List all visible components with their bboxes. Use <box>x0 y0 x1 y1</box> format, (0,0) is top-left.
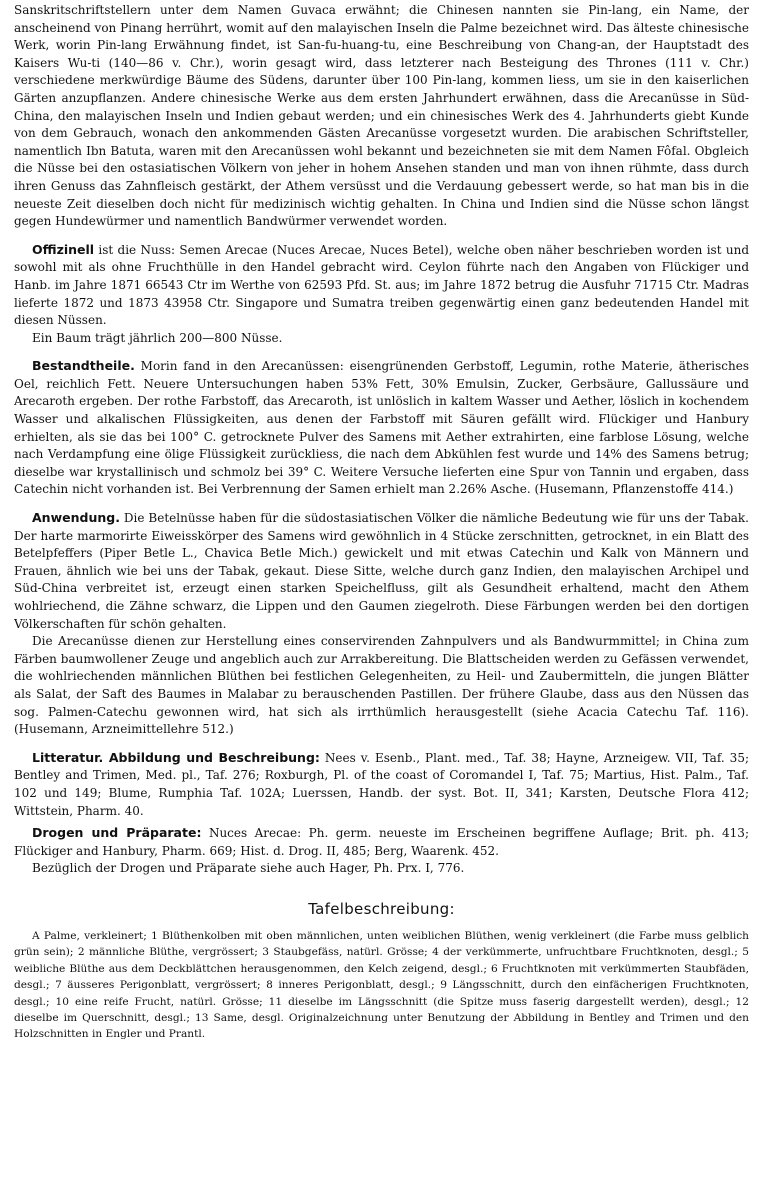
drogen-paragraph <box>14 824 749 860</box>
anwendung-paragraph-2: Die Arecanüsse dienen zur Herstellung eines conservirenden Zahnpulvers und als Bandwurmmittel; in China zum Färben baumwollener Zeuge und angeblich auch zur Arrakbereitung. Die Blattscheiden werden zu Gefässen verwendet, die wohlriechenden männlichen Blüthen bei festlichen Gelegenheiten, zu Heil- und Zaubermitteln, die jungen Blätter als Salat, der Saft des Baumes in Malabar zu berauschenden Pastillen. Der frühere Glaube, dass aus den Nüssen das sog. Palmen-Catechu gewonnen wird, hat sich als irrthümlich herausgestellt (siehe Acacia Catechu Taf. 116). (Husemann, Arzneimittellehre 512.) <box>14 634 749 737</box>
bestandtheile-heading: Bestandtheile. <box>32 358 135 374</box>
document-page <box>14 2 749 1192</box>
bestandtheile-text: Morin fand in den Arecanüssen: eisengrünenden Gerbstoff, Legumin, rothe Materie, ätherisches Oel, reichlich Fett. Neuere Untersuchungen haben 53% Fett, 30% Emulsin, Zucker, Gerbsäure, Gallussäure und Arecaroth ergeben. Der rothe Farbstoff, das Arecaroth, ist unlöslich in kaltem Wasser und Aether, löslich in kochendem Wasser und alkalischen Flüssigkeiten, aus denen der Farbstoff mit Säuren gefällt wird. Flückiger und Hanbury erhielten, als sie das bei 100° C. getrocknete Pulver des Samens mit Aether extrahirten, eine farblose Lösung, welche nach Verdampfung eine ölige Flüssigkeit zurückliess, die nach dem Abkühlen fest wurde und 14% des Samens betrug; dieselbe war krystallinisch und schmolz bei 39° C. Weitere Versuche lieferten eine Spur von Tannin und ergaben, dass Catechin nicht vorhanden ist. Bei Verbrennung der Samen erhielt man 2.26% Asche. (Husemann, Pflanzenstoffe 414.) <box>14 359 749 497</box>
plate-description-text: A Palme, verkleinert; 1 Blüthenkolben mit oben männlichen, unten weiblichen Blüthen, wenig verkleinert (die Farbe muss gelblich grün sein); 2 männliche Blüthe, vergrössert; 3 Staubgefäss, natürl. Grösse; 4 der verkümmerte, unfruchtbare Fruchtknoten, desgl.; 5 weibliche Blüthe aus dem Deckblättchen herausgenommen, den Kelch zeigend, desgl.; 6 Fruchtknoten mit verkümmerten Staubfäden, desgl.; 7 äusseres Perigonblatt, vergrössert; 8 inneres Perigonblatt, desgl.; 9 Längsschnitt, durch den einfächerigen Fruchtknoten, desgl.; 10 eine reife Frucht, natürl. Grösse; 11 dieselbe im Längsschnitt (die Spitze muss faserig dargestellt werden), desgl.; 12 dieselbe im Querschnitt, desgl.; 13 Same, desgl. Originalzeichnung unter Benutzung der Abbildung in Bentley and Trimen und den Holzschnitten in Engler und Prantl. <box>14 929 749 1041</box>
drogen-text: Nuces Arecae: Ph. germ. neueste im Erscheinen begriffene Auflage; Brit. ph. 413; Flückiger and Hanbury, Pharm. 669; Hist. d. Drog. II, 485; Berg, Waarenk. 452. <box>14 826 749 858</box>
litteratur-text: Nees v. Esenb., Plant. med., Taf. 38; Hayne, Arzneigew. VII, Taf. 35; Bentley and Trimen, Med. pl., Taf. 276; Roxburgh, Pl. of the coast of Coromandel I, Taf. 75; Martius, Hist. Palm., Taf. 102 und 149; Blume, Rumphia Taf. 102A; Luerssen, Handb. der syst. Bot. II, 341; Karsten, Deutsche Flora 412; Wittstein, Pharm. 40. <box>14 750 749 818</box>
plate-description-title: Tafelbeschreibung: <box>308 899 455 918</box>
anwendung-paragraph <box>14 509 749 633</box>
bestandtheile-paragraph <box>14 357 749 499</box>
baum-paragraph: Ein Baum trägt jährlich 200—800 Nüsse. <box>32 330 283 345</box>
offizinell-text: ist die Nuss: Semen Arecae (Nuces Arecae, Nuces Betel), welche oben näher beschrieben worden ist und sowohl mit als ohne Fruchthülle in den Handel gebracht wird. Ceylon führte nach den Angaben von Flückiger und Hanb. im Jahre 1871 66543 Ctr im Werthe von 62593 Pfd. St. aus; im Jahre 1872 betrug die Ausfuhr 71715 Ctr. Madras lieferte 1872 und 1873 43958 Ctr. Singapore und Sumatra treiben gegenwärtig einen ganz bedeutenden Handel mit diesen Nüssen. <box>14 242 749 328</box>
offizinell-heading: Offizinell <box>32 241 95 257</box>
litteratur-paragraph <box>14 749 749 820</box>
intro-paragraph: Sanskritschriftstellern unter dem Namen Guvaca erwähnt; die Chinesen nannten sie Pin-lang, ein Name, der anscheinend von Pinang herrührt, womit auf den malayischen Inseln die Palme bezeichnet wird. Das älteste chinesische Werk, worin Pin-lang Erwähnung findet, ist San-fu-huang-tu, eine Beschreibung von Chang-an, der Hauptstadt des Kaisers Wu-ti (140—86 v. Chr.), worin gesagt wird, dass letzterer nach Besteigung des Thrones (111 v. Chr.) verschiedene merkwürdige Bäume des Südens, darunter über 100 Pin-lang, kommen liess, um sie in den kaiserlichen Gärten anzupflanzen. Andere chinesische Werke aus dem ersten Jahrhundert erwähnen, dass die Arecanüsse in Süd-China, den malayischen Inseln und Indien gebaut werden; und ein chinesisches Werk des 4. Jahrhunderts giebt Kunde von dem Gebrauch, wonach den ankommenden Gästen Arecanüsse vorgesetzt wurden. Die arabischen Schriftsteller, namentlich Ibn Batuta, waren mit den Arecanüssen wohl bekannt und bezeichneten sie mit dem Namen Fôfal. Obgleich die Nüsse bei den ostasiatischen Völkern von jeher in hohem Ansehen standen und man von ihnen rühmte, dass durch ihren Genuss das Zahnfleisch gestärkt, der Athem versüsst und die Verdauung gebessert werde, so hat man bis in die neueste Zeit dieselben doch nicht für medizinisch wichtig gehalten. In China und Indien sind die Nüsse schon längst gegen Hundewürmer und namentlich Bandwürmer verwendet worden. <box>14 3 749 229</box>
litteratur-heading: Litteratur. Abbildung und Beschreibung: <box>32 749 320 765</box>
drogen-heading: Drogen und Präparate: <box>32 825 202 841</box>
anwendung-heading: Anwendung. <box>32 510 120 526</box>
anwendung-text: Die Betelnüsse haben für die südostasiatischen Völker die nämliche Bedeutung wie für uns der Tabak. Der harte marmorirte Eiweisskörper des Samens wird gewöhnlich in 4 Stücke zerschnitten, getrocknet, in ein Blatt des Betelpfeffers (Piper Betle L., Chavica Betle Mich.) gewickelt und mit etwas Catechin und Kalk von Männern und Frauen, ähnlich wie bei uns der Tabak, gekaut. Diese Sitte, welche durch ganz Indien, den malayischen Archipel und Süd-China verbreitet ist, erzeugt einen starken Speichelfluss, gilt als Gesundheit erhaltend, macht den Athem wohlriechend, die Zähne schwarz, die Lippen und den Gaumen ziegelroth. Diese Färbungen werden bei den dortigen Völkerschaften für schön gehalten. <box>14 511 749 631</box>
drogen-paragraph-2: Bezüglich der Drogen und Präparate siehe auch Hager, Ph. Prx. I, 776. <box>32 861 465 876</box>
offizinell-paragraph <box>14 241 749 330</box>
